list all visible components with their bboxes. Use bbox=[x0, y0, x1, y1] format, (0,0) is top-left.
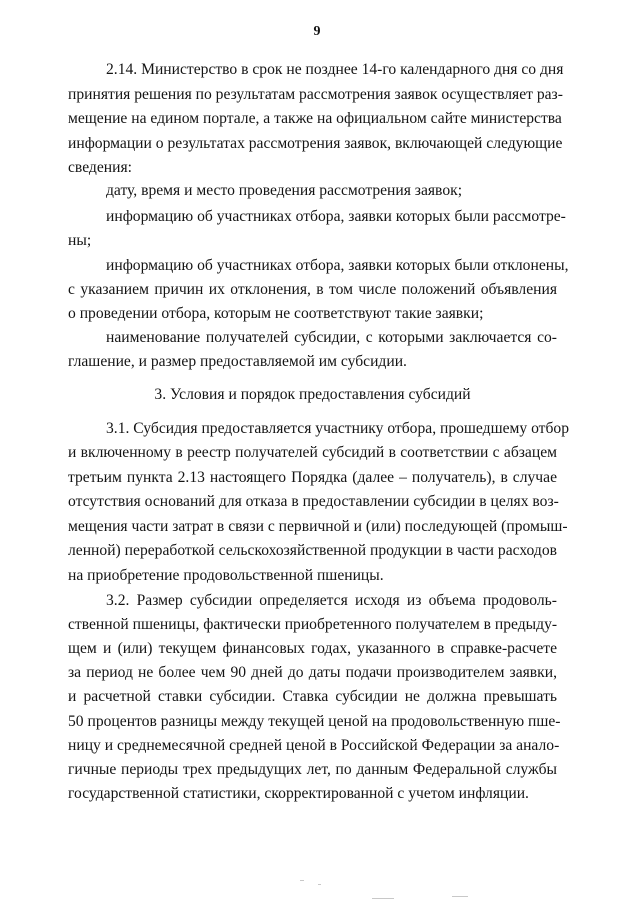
text-line: государственной статистики, скорректированной с учетом инфляции. bbox=[68, 785, 529, 802]
text-line: принятия решения по результатам рассмотрения заявок осуществляет раз- bbox=[68, 86, 563, 103]
text-line: 3.2. Размер субсидии определяется исходя из объема продоволь- bbox=[106, 592, 557, 609]
scan-speck bbox=[318, 884, 321, 885]
text-line: и включенному в реестр получателей субсидий в соответствии с абзацем bbox=[68, 444, 557, 461]
text-line: щем и (или) текущем финансовых годах, указанного в справке-расчете bbox=[68, 640, 557, 657]
text-line: ственной пшеницы, фактически приобретенного получателем в предыду- bbox=[68, 616, 558, 633]
text-line: и расчетной ставки субсидии. Ставка субсидии не должна превышать bbox=[68, 688, 557, 705]
scan-speck bbox=[300, 880, 304, 881]
text-line: ницу и среднемесячной средней ценой в Российской Федерации за анало- bbox=[68, 737, 560, 754]
text-line: третьим пункта 2.13 настоящего Порядка (далее – получатель), в случае bbox=[68, 469, 557, 486]
text-line: отсутствия оснований для отказа в предоставлении субсидии в целях воз- bbox=[68, 493, 559, 510]
text-line: о проведении отбора, которым не соответствуют такие заявки; bbox=[68, 305, 484, 322]
page-number: 9 bbox=[313, 24, 321, 39]
text-line: 3.1. Субсидия предоставляется участнику отбора, прошедшему отбор bbox=[106, 420, 570, 437]
section-heading: 3. Условия и порядок предоставления субсидий bbox=[154, 386, 471, 403]
text-line: гичные периоды трех предыдущих лет, по данным Федеральной службы bbox=[68, 761, 557, 778]
text-line: 2.14. Министерство в срок не позднее 14-го календарного дня со дня bbox=[106, 61, 564, 78]
text-line: мещения части затрат в связи с первичной и (или) последующей (промыш- bbox=[68, 518, 568, 535]
text-line: сведения: bbox=[68, 159, 132, 176]
text-line: ленной) переработкой сельскохозяйственной продукции в части расходов bbox=[68, 542, 557, 559]
text-line: ны; bbox=[68, 232, 92, 249]
text-line: информацию об участниках отбора, заявки которых были рассмотре- bbox=[106, 208, 566, 225]
text-line: мещение на едином портале, а также на официальном сайте министерства bbox=[68, 110, 562, 127]
text-line: дату, время и место проведения рассмотрения заявок; bbox=[106, 182, 463, 199]
text-line: наименование получателей субсидии, с которыми заключается со- bbox=[106, 329, 557, 346]
scan-speck bbox=[452, 896, 468, 897]
text-line: за период не более чем 90 дней до даты подачи производителем заявки, bbox=[68, 664, 557, 681]
scan-speck bbox=[372, 898, 394, 899]
text-line: с указанием причин их отклонения, в том числе положений объявления bbox=[68, 281, 557, 298]
text-line: информации о результатах рассмотрения заявок, включающей следующие bbox=[68, 135, 563, 152]
text-line: на приобретение продовольственной пшеницы. bbox=[68, 567, 384, 584]
text-line: глашение, и размер предоставляемой им субсидии. bbox=[68, 353, 407, 370]
text-line: 50 процентов разницы между текущей ценой на продовольственную пше- bbox=[68, 713, 561, 730]
text-line: информацию об участниках отбора, заявки которых были отклонены, bbox=[106, 257, 569, 274]
